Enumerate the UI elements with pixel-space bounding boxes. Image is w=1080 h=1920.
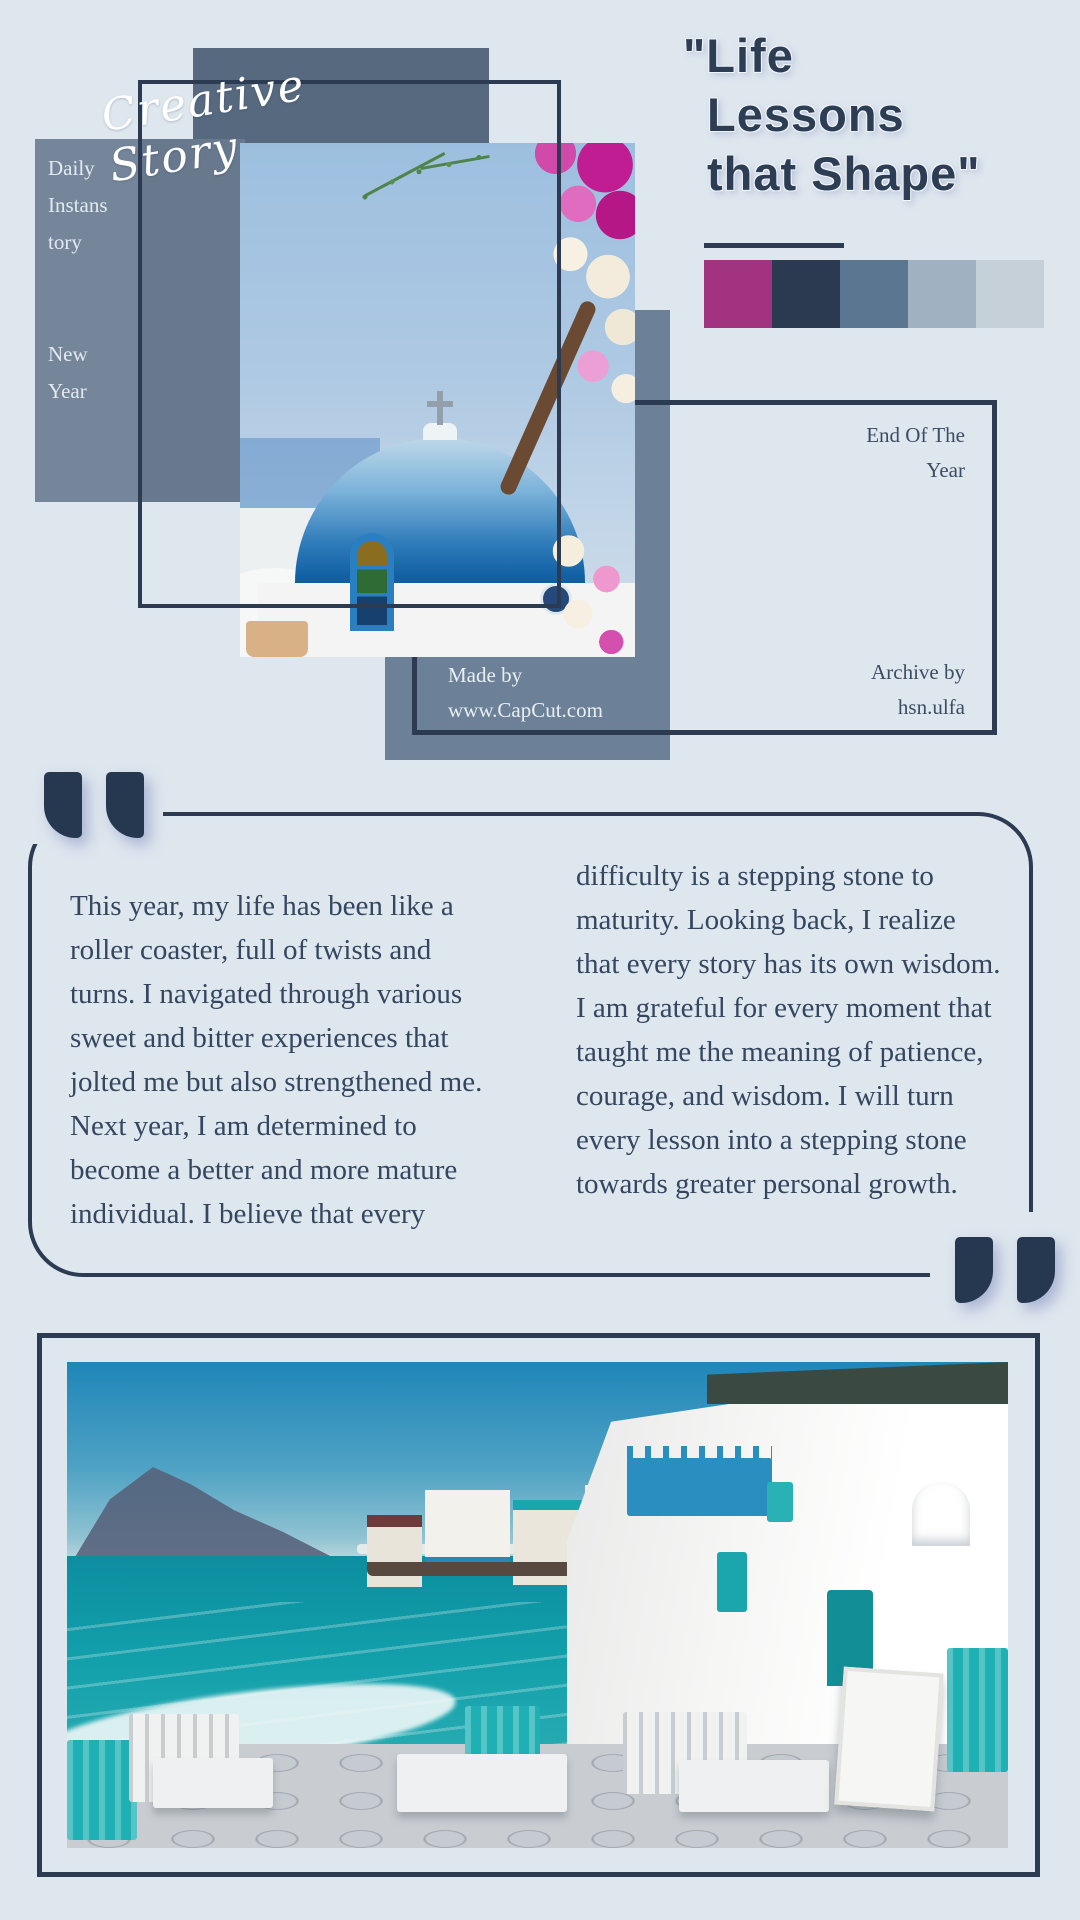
label-line: Instans: [48, 193, 108, 217]
palette-swatch: [772, 260, 840, 328]
quote-line: This year, my life has been like a: [70, 890, 454, 922]
quote-line: difficulty is a stepping stone to: [576, 860, 934, 892]
quote-line: sweet and bitter experiences that: [70, 1022, 449, 1054]
palette-swatch: [908, 260, 976, 328]
quote-line: that every story has its own wisdom.: [576, 948, 1001, 980]
page-title: [683, 26, 1067, 203]
table: [153, 1758, 273, 1808]
label-line: Made by: [448, 663, 523, 687]
seaside-photo: [67, 1362, 1008, 1848]
building: [367, 1515, 422, 1587]
quote-line: jolted me but also strengthened me.: [70, 1066, 483, 1098]
label-line: Year: [48, 379, 87, 403]
palette-swatch: [840, 260, 908, 328]
distant-mountain: [72, 1454, 342, 1562]
label-line: End Of The: [866, 423, 965, 447]
white-building: [567, 1362, 1008, 1760]
table: [397, 1754, 567, 1812]
end-of-the-year-label: [600, 418, 965, 488]
blue-balcony: [627, 1458, 772, 1516]
teal-chair: [947, 1648, 1008, 1772]
flower-pot: [246, 621, 308, 657]
title-line: Lessons: [707, 88, 905, 141]
arched-niche: [912, 1482, 970, 1546]
new-year-label: [48, 336, 208, 410]
teal-chair: [67, 1740, 137, 1840]
made-by-label: [448, 658, 668, 728]
creative-story-script: Creative Story: [97, 59, 310, 193]
quote-line: become a better and more mature: [70, 1154, 458, 1186]
quote-line: Next year, I am determined to: [70, 1110, 417, 1142]
label-line: www.CapCut.com: [448, 698, 603, 722]
title-line: that Shape": [707, 147, 981, 200]
quote-line: roller coaster, full of twists and: [70, 934, 432, 966]
teal-window: [767, 1482, 793, 1522]
label-line: New: [48, 342, 88, 366]
close-quote-icon: [1017, 1237, 1055, 1303]
close-quote-icon: [955, 1237, 993, 1303]
quote-line: towards greater personal growth.: [576, 1168, 958, 1200]
color-palette-strip: [704, 260, 1044, 328]
title-line: "Life: [683, 29, 794, 82]
palette-swatch: [976, 260, 1044, 328]
upper-balcony: [707, 1362, 1008, 1404]
quote-line: every lesson into a stepping stone: [576, 1124, 967, 1156]
quote-text-right-column: [576, 854, 1036, 1206]
quote-line: I am grateful for every moment that: [576, 992, 992, 1024]
quote-line: maturity. Looking back, I realize: [576, 904, 956, 936]
label-line: Year: [926, 458, 965, 482]
label-line: Daily: [48, 156, 95, 180]
quote-line: taught me the meaning of patience,: [576, 1036, 984, 1068]
teal-window: [717, 1552, 747, 1612]
table: [679, 1760, 829, 1812]
quote-line: courage, and wisdom. I will turn: [576, 1080, 954, 1112]
palette-swatch: [704, 260, 772, 328]
label-line: Archive by: [871, 660, 965, 684]
quote-line: individual. I believe that every: [70, 1198, 426, 1230]
quote-text-left-column: [70, 884, 500, 1236]
quote-line: turns. I navigated through various: [70, 978, 463, 1010]
label-line: tory: [48, 230, 82, 254]
label-line: hsn.ulfa: [897, 695, 965, 719]
title-underline: [704, 243, 844, 248]
postcard-stand: [834, 1667, 943, 1812]
